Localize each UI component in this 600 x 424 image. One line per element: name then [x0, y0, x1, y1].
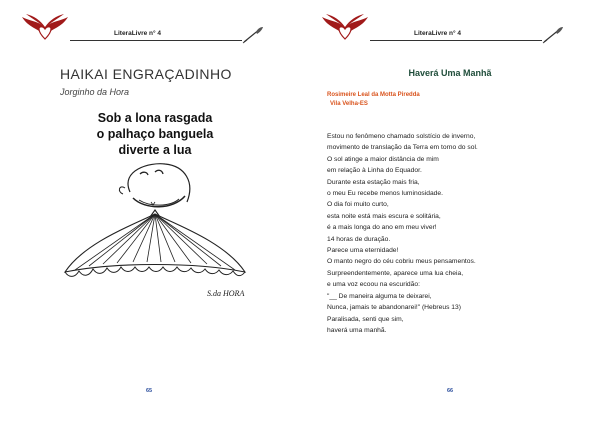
- poem-line: haverá uma manhã.: [327, 326, 387, 334]
- header-divider: [70, 40, 242, 41]
- poem-line: Parece uma eternidade!: [327, 247, 399, 255]
- magazine-title: LiteraLivre n° 4: [114, 30, 162, 37]
- winged-heart-logo-icon: [320, 13, 370, 41]
- poem-line: "__ De maneira alguma te deixarei,: [327, 292, 432, 300]
- haiku-line: o palhaço banguela: [96, 127, 214, 141]
- page-number: 65: [146, 388, 153, 394]
- poem-line: é a mais longa do ano em meu viver!: [327, 224, 437, 232]
- winged-heart-logo-icon: [20, 13, 70, 41]
- poem-line: Nunca, jamais te abandonarei!" (Hebreus 13): [327, 304, 461, 312]
- clown-circus-tent-drawing: [55, 162, 255, 302]
- poem-line: e uma voz ecoou na escuridão:: [327, 281, 420, 289]
- poem-line: o meu Eu recebe menos luminosidade.: [327, 190, 443, 198]
- poem-line: esta noite está mais escura e solitária,: [327, 212, 441, 220]
- poem-line: Durante esta estação mais fria,: [327, 178, 420, 186]
- poem-line: O sol atinge a maior distância de mim: [327, 155, 439, 163]
- haikai-title: HAIKAI ENGRAÇADINHO: [60, 66, 232, 82]
- page-number: 66: [447, 388, 454, 394]
- poem-body: [327, 131, 587, 336]
- quill-pen-icon: [242, 26, 264, 44]
- haiku: [60, 110, 250, 158]
- poem-title: Haverá Uma Manhã: [408, 68, 492, 78]
- poem-line: 14 horas de duração.: [327, 235, 391, 243]
- poem-place: Vila Velha-ES: [330, 101, 368, 107]
- poem-line: Estou no fenômeno chamado solstício de inverno,: [327, 133, 476, 140]
- poem-line: em relação à Linha do Equador.: [327, 167, 422, 175]
- quill-pen-icon: [542, 26, 564, 44]
- right-page: [300, 0, 600, 424]
- haikai-author: Jorginho da Hora: [60, 87, 130, 97]
- header-divider: [370, 40, 542, 41]
- poem-line: O dia foi muito curto,: [327, 201, 389, 209]
- magazine-title: LiteraLivre n° 4: [414, 30, 462, 37]
- artist-signature: S.da HORA: [207, 289, 245, 298]
- poem-author: Rosimeire Leal da Motta Piredda: [327, 92, 420, 98]
- poem-line: Paralisada, senti que sim,: [327, 315, 404, 323]
- poem-line: O manto negro do céu cobriu meus pensamentos.: [327, 258, 476, 266]
- poem-line: Surpreendentemente, aparece uma lua cheia,: [327, 269, 464, 277]
- haiku-line: Sob a lona rasgada: [97, 111, 213, 125]
- haiku-line: diverte a lua: [118, 143, 192, 157]
- poem-line: movimento de translação da Terra em torno do sol.: [327, 144, 478, 152]
